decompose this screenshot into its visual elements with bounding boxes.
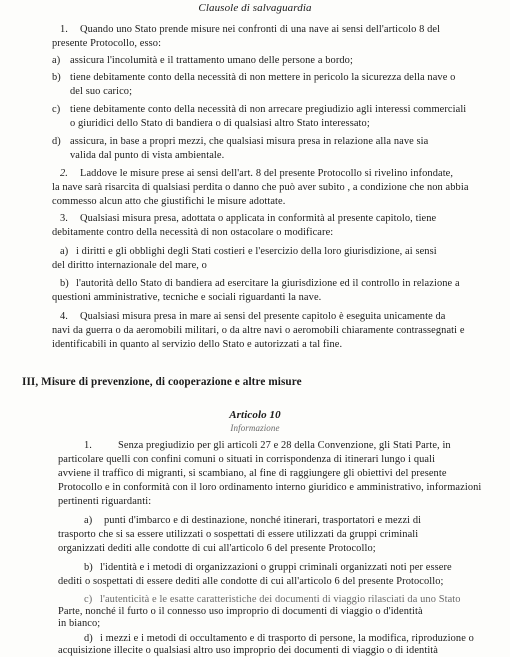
clause-p1-line: presente Protocollo, esso: xyxy=(52,38,162,49)
article-item-line: acquisizione illecite o qualsiasi altro uso improprio dei documenti di viaggio o di identità xyxy=(58,645,439,656)
article-p1-line: particolare quelli con confini comuni o situati in corrispondenza di itinerari lungo i quali xyxy=(58,454,436,465)
clause-p2-line: la nave sarà risarcita di qualsiasi perdita o danno che può aver subito , a condizione che non abbia xyxy=(52,182,469,193)
article-item-line: in bianco; xyxy=(58,618,101,629)
clause-p4-line: navi da guerra o da aeromobili militari, o da altre navi o aeromobili chiaramente contrassegnati e xyxy=(52,325,465,336)
clause-p1-item-line: tiene debitamente conto della necessità di non arrecare pregiudizio agli interessi commerciali xyxy=(70,104,467,115)
clause-p3-number: 3. xyxy=(60,213,68,224)
section-title: III, Misure di prevenzione, di cooperazione e altre misure xyxy=(22,376,302,388)
article-item-label: c) xyxy=(84,594,93,605)
article-p1-number: 1. xyxy=(84,440,92,451)
clause-p4-number: 4. xyxy=(60,311,68,322)
article-item-line: Parte, nonché il furto o il connesso uso improprio di documenti di viaggio o d'identità xyxy=(58,606,423,617)
clause-p1-item-line: o giuridici dello Stato di bandiera o di qualsiasi altro Stato interessato; xyxy=(70,118,370,129)
article-item-line: trasporto che si sa essere utilizzati o sospettati di essere utilizzati da gruppi criminali xyxy=(58,529,419,540)
clause-p1-item-label: b) xyxy=(52,72,61,83)
clause-p1-number: 1. xyxy=(60,24,68,35)
article-item-label: b) xyxy=(84,562,93,573)
article-item-line: dediti o sospettati di essere dediti alle condotte di cui all'articolo 6 del presente Protocollo; xyxy=(58,576,444,587)
clause-p2-line: Laddove le misure prese ai sensi dell'art. 8 del presente Protocollo si rivelino infondate, xyxy=(80,168,454,179)
article-subtitle: Informazione xyxy=(230,423,280,433)
article-item-line: l'identità e i metodi di organizzazioni o gruppi criminali organizzati noti per essere xyxy=(100,562,452,573)
clause-p3-line: Qualsiasi misura presa, adottata o applicata in conformità al presente capitolo, tiene xyxy=(80,213,437,224)
clause-p1-item-label: c) xyxy=(52,104,61,115)
clause-p3-item-line: l'autorità dello Stato di bandiera ad esercitare la giurisdizione ed il controllo in relazione a xyxy=(76,278,460,289)
clause-p1-item-line: tiene debitamente conto della necessità di non mettere in pericolo la sicurezza della nave o xyxy=(70,72,456,83)
clause-p3-item-line: del diritto internazionale del mare, o xyxy=(52,260,207,271)
article-item-line: l'autenticità e le esatte caratteristiche dei documenti di viaggio rilasciati da uno Stato xyxy=(100,594,461,605)
article-item-line: i mezzi e i metodi di occultamento e di trasporto di persone, la modifica, riproduzione o xyxy=(100,633,474,644)
clause-p2-line: commesso alcun atto che giustifichi le misure adottate. xyxy=(52,196,286,207)
article-p1-line: pertinenti riguardanti: xyxy=(58,496,152,507)
article-p1-line: Protocollo e in conformità con il loro ordinamento interno giuridico e amministrativo, informazioni xyxy=(58,482,482,493)
clause-p3-item-label: b) xyxy=(60,278,69,289)
clause-p1-item-line: assicura, in base a propri mezzi, che qualsiasi misura presa in relazione alla nave sia xyxy=(70,136,429,147)
clause-p1-item-line: del suo carico; xyxy=(70,86,133,97)
clause-p1-line: Quando uno Stato prende misure nei confronti di una nave ai sensi dell'articolo 8 del xyxy=(80,24,441,35)
clause-p1-item-line: valida dal punto di vista ambientale. xyxy=(70,150,225,161)
article-item-line: punti d'imbarco e di destinazione, nonché itinerari, trasportatori e mezzi di xyxy=(104,515,422,526)
clause-heading: Clausole di salvaguardia xyxy=(198,2,312,14)
article-item-line: organizzati dediti alle condotte di cui all'articolo 6 del presente Protocollo; xyxy=(58,543,376,554)
clause-p4-line: identificabili in quanto al servizio dello Stato e autorizzati a tal fine. xyxy=(52,339,343,350)
article-title: Articolo 10 xyxy=(229,409,281,421)
clause-p3-item-line: questioni amministrative, tecniche e sociali riguardanti la nave. xyxy=(52,292,322,303)
article-p1-line: Senza pregiudizio per gli articoli 27 e 28 della Convenzione, gli Stati Parte, in xyxy=(118,440,451,451)
clause-p1-item-label: d) xyxy=(52,136,61,147)
article-item-label: d) xyxy=(84,633,93,644)
clause-p1-item-line: assicura l'incolumità e il trattamento umano delle persone a bordo; xyxy=(70,55,353,66)
clause-p3-item-label: a) xyxy=(60,246,69,257)
clause-p4-line: Qualsiasi misura presa in mare ai sensi del presente capitolo è eseguita unicamente da xyxy=(80,311,446,322)
clause-p1-item-label: a) xyxy=(52,55,61,66)
article-item-label: a) xyxy=(84,515,93,526)
article-p1-line: avviene il traffico di migranti, si scambiano, al fine di raggiungere gli obiettivi del presente xyxy=(58,468,447,479)
clause-p2-number: 2. xyxy=(60,168,68,179)
clause-p3-line: debitamente contro della necessità di non ostacolare o modificare: xyxy=(52,227,334,238)
clause-p3-item-line: i diritti e gli obblighi degli Stati costieri e l'esercizio della loro giurisdizione, ai sensi xyxy=(76,246,437,257)
